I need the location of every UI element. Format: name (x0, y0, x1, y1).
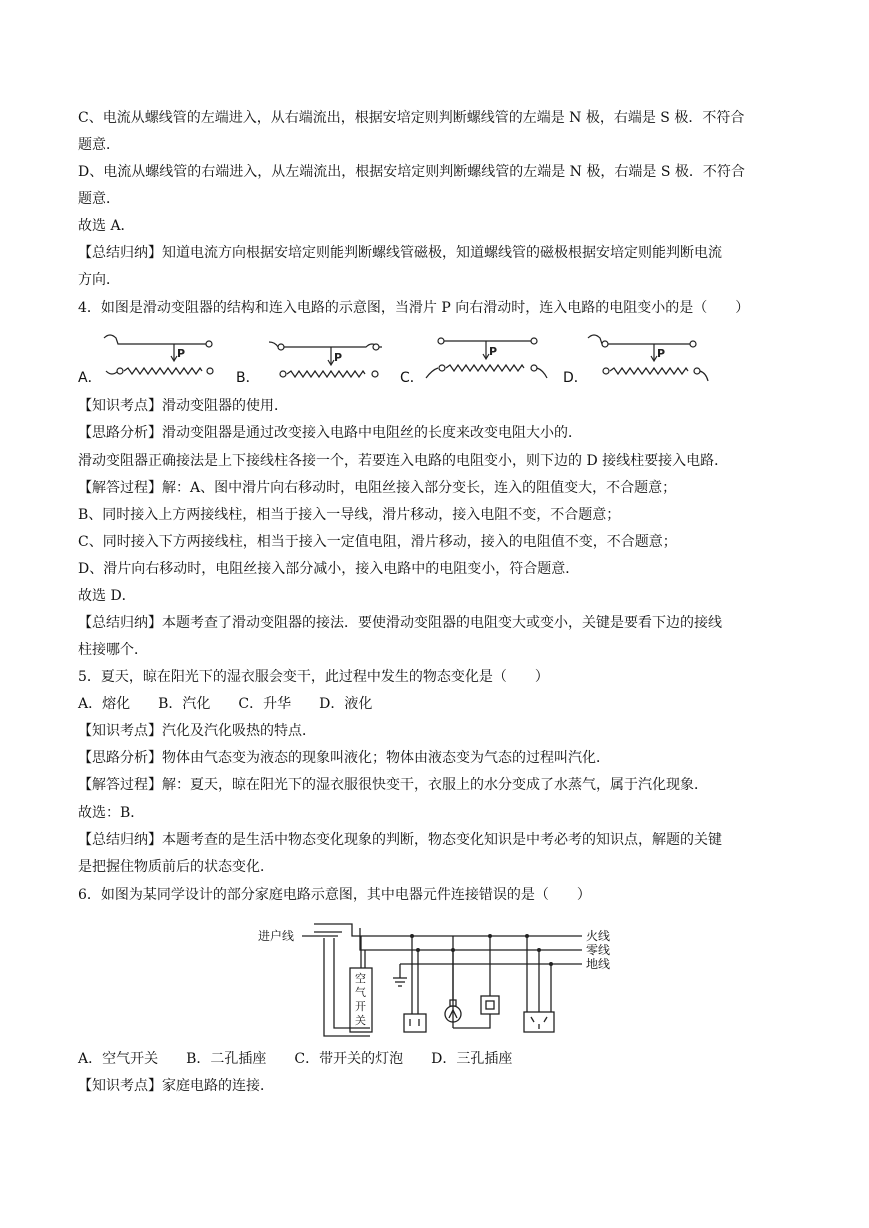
option-label-c: C． (400, 370, 424, 386)
text-line: 【思路分析】滑动变阻器是通过改变接入电路中电阻丝的长度来改变电阻大小的． (78, 425, 582, 441)
breaker-char: 关 (355, 1014, 366, 1027)
question-6: 6．如图为某同学设计的部分家庭电路示意图，其中电器元件连接错误的是（ ） (78, 887, 591, 903)
text-line: 题意． (78, 137, 120, 153)
slider-label: P (489, 345, 498, 358)
option-label-b: B． (236, 370, 260, 386)
question-5: 5．夏天，晾在阳光下的湿衣服会变干，此过程中发生的物态变化是（ ） (78, 669, 549, 685)
slider-label: P (334, 351, 343, 364)
text-line: B、同时接入上方两接线柱，相当于接入一导线，滑片移动，接入电阻不变，不合题意； (78, 507, 621, 523)
text-line: 【知识考点】滑动变阻器的使用． (78, 398, 288, 414)
text-line: D、电流从螺线管的右端进入，从左端流出，根据安培定则判断螺线管的左端是 N 极，右端是 S 极．不符合 (78, 164, 745, 180)
option-label-d: D． (563, 370, 588, 386)
text-line: 滑动变阻器正确接法是上下接线柱各接一个，若要连入电路的电阻变小，则下边的 D 接线柱要接入电路． (78, 453, 729, 469)
text-line: 【解答过程】解：夏天，晾在阳光下的湿衣服很快变干，衣服上的水分变成了水蒸气，属于汽化现象． (78, 777, 708, 793)
text-line: C、同时接入下方两接线柱，相当于接入一定值电阻，滑片移动，接入的电阻值不变，不合题意； (78, 534, 677, 550)
text-line: 【知识考点】汽化及汽化吸热的特点． (78, 723, 316, 739)
option-label-a: A． (78, 370, 102, 386)
text-line: 【知识考点】家庭电路的连接． (78, 1078, 274, 1094)
breaker-char: 气 (355, 986, 366, 999)
text-line: 【解答过程】解：A、图中滑片向右移动时，电阻丝接入部分变长，连入的阻值变大，不合题意； (78, 480, 677, 496)
ground-wire-label: 地线 (586, 957, 611, 971)
text-line: 【总结归纳】本题考查了滑动变阻器的接法．要使滑动变阻器的电阻变大或变小，关键是要看下边的接线 (78, 615, 722, 631)
text-line: 【总结归纳】本题考查的是生活中物态变化现象的判断，物态变化知识是中考必考的知识点，解题的关键 (78, 832, 722, 848)
text-line: 【总结归纳】知道电流方向根据安培定则能判断螺线管磁极，知道螺线管的磁极根据安培定则能判断电流 (78, 245, 722, 261)
text-line: 故选 A． (78, 218, 135, 234)
text-line: 方向． (78, 272, 120, 288)
breaker-char: 开 (355, 1000, 366, 1013)
entry-line-label: 进户线 (258, 929, 295, 943)
rheostat-options-figure (76, 326, 726, 388)
breaker-char: 空 (355, 972, 366, 985)
text-line: 故选 D． (78, 588, 136, 604)
text-line: 故选：B． (78, 805, 145, 821)
slider-label: P (657, 347, 666, 360)
neutral-wire-label: 零线 (586, 943, 611, 957)
live-wire-label: 火线 (586, 929, 611, 943)
text-line: 题意． (78, 191, 120, 207)
household-circuit-figure (252, 916, 622, 1042)
text-line: D、滑片向右移动时，电阻丝接入部分减小，接入电路中的电阻变小，符合题意． (78, 561, 580, 577)
text-line: 是把握住物质前后的状态变化． (78, 859, 274, 875)
text-line: 【思路分析】物体由气态变为液态的现象叫液化；物体由液态变为气态的过程叫汽化． (78, 750, 610, 766)
text-line: C、电流从螺线管的左端进入，从右端流出，根据安培定则判断螺线管的左端是 N 极，右端是 S 极．不符合 (78, 110, 745, 126)
text-line: A．空气开关 B．二孔插座 C．带开关的灯泡 D．三孔插座 (78, 1051, 513, 1067)
question-4: 4．如图是滑动变阻器的结构和连入电路的示意图，当滑片 P 向右滑动时，连入电路的电阻变小的是（ ） (78, 300, 750, 316)
text-line: 柱接哪个． (78, 642, 148, 658)
slider-label: P (177, 347, 186, 360)
text-line: A．熔化 B．汽化 C．升华 D．液化 (78, 696, 373, 712)
